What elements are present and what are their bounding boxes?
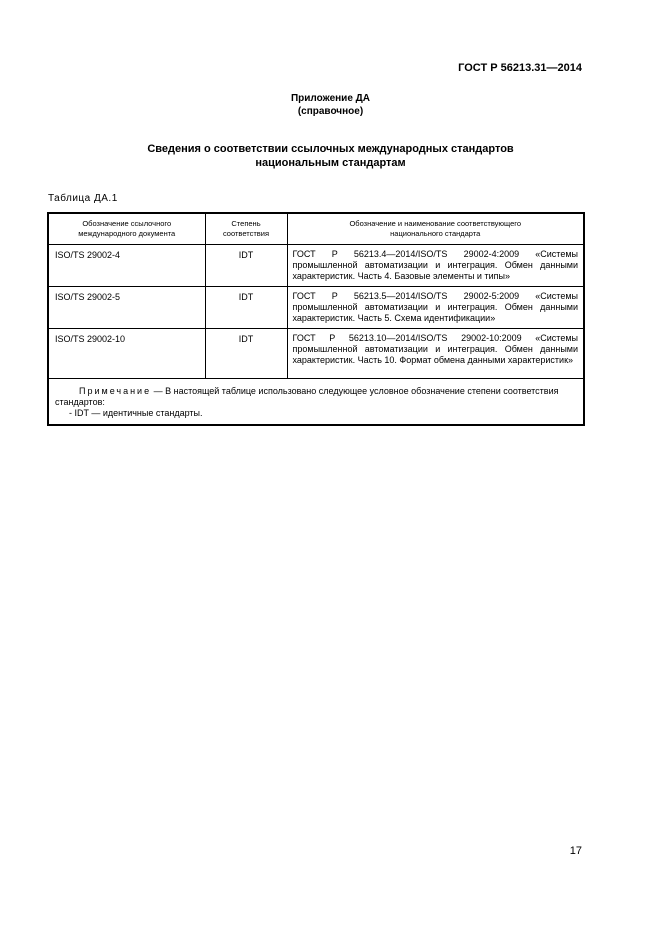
- document-code: ГОСТ Р 56213.31—2014: [458, 62, 582, 74]
- cell-national: ГОСТ Р 56213.10—2014/ISO/TS 29002-10:2009 «Системы промышленной автоматизации и интеграция. Обмен данными характеристик. Часть 10. Формат обмена данными характеристик»: [287, 329, 584, 379]
- annex-subtitle: (справочное): [297, 106, 364, 117]
- note-text: — В настоящей таблице использовано следующее условное обозначение степени соответствия стандартов:: [55, 386, 559, 407]
- annex-title: Приложение ДА: [290, 93, 371, 104]
- table-header-row: [48, 213, 584, 245]
- section-title-line1: Сведения о соответствии ссылочных международных стандартов: [147, 143, 514, 155]
- header-national-standard: [287, 213, 584, 245]
- cell-national: ГОСТ Р 56213.5—2014/ISO/TS 29002-5:2009 «Системы промышленной автоматизации и интеграция. Обмен данными характеристик. Часть 5. Схема идентификации»: [287, 287, 584, 329]
- cell-degree: IDT: [205, 245, 287, 287]
- header-ref-document-line1: Обозначение ссылочного: [82, 219, 172, 228]
- table-note: [48, 379, 584, 426]
- table-label: Таблица ДА.1: [48, 193, 118, 204]
- note-label: Примечание: [79, 386, 152, 396]
- note-paragraph: [55, 386, 577, 408]
- table-note-row: [48, 379, 584, 426]
- header-ref-document-line2: международного документа: [78, 229, 176, 238]
- cell-ref: ISO/TS 29002-5: [48, 287, 205, 329]
- header-degree-line2: соответствия: [222, 229, 270, 238]
- note-item: - IDT — идентичные стандарты.: [69, 408, 203, 418]
- header-ref-document: [48, 213, 205, 245]
- header-national-standard-line1: Обозначение и наименование соответствующего: [349, 219, 522, 228]
- header-national-standard-line2: национального стандарта: [390, 229, 481, 238]
- table-row: [48, 287, 584, 329]
- cell-ref: ISO/TS 29002-10: [48, 329, 205, 379]
- cell-ref: ISO/TS 29002-4: [48, 245, 205, 287]
- cell-degree: IDT: [205, 287, 287, 329]
- cell-national: ГОСТ Р 56213.4—2014/ISO/TS 29002-4:2009 «Системы промышленной автоматизации и интеграция. Обмен данными характеристик. Часть 4. Базовые элементы и типы»: [287, 245, 584, 287]
- header-degree: [205, 213, 287, 245]
- correspondence-table: [47, 212, 585, 426]
- header-degree-line1: Степень: [231, 219, 261, 228]
- section-title-line2: национальным стандартам: [255, 157, 406, 169]
- annex-heading: [0, 92, 661, 118]
- cell-degree: IDT: [205, 329, 287, 379]
- table-row: [48, 329, 584, 379]
- table-row: [48, 245, 584, 287]
- page-number: 17: [569, 845, 582, 857]
- section-title: [0, 142, 661, 170]
